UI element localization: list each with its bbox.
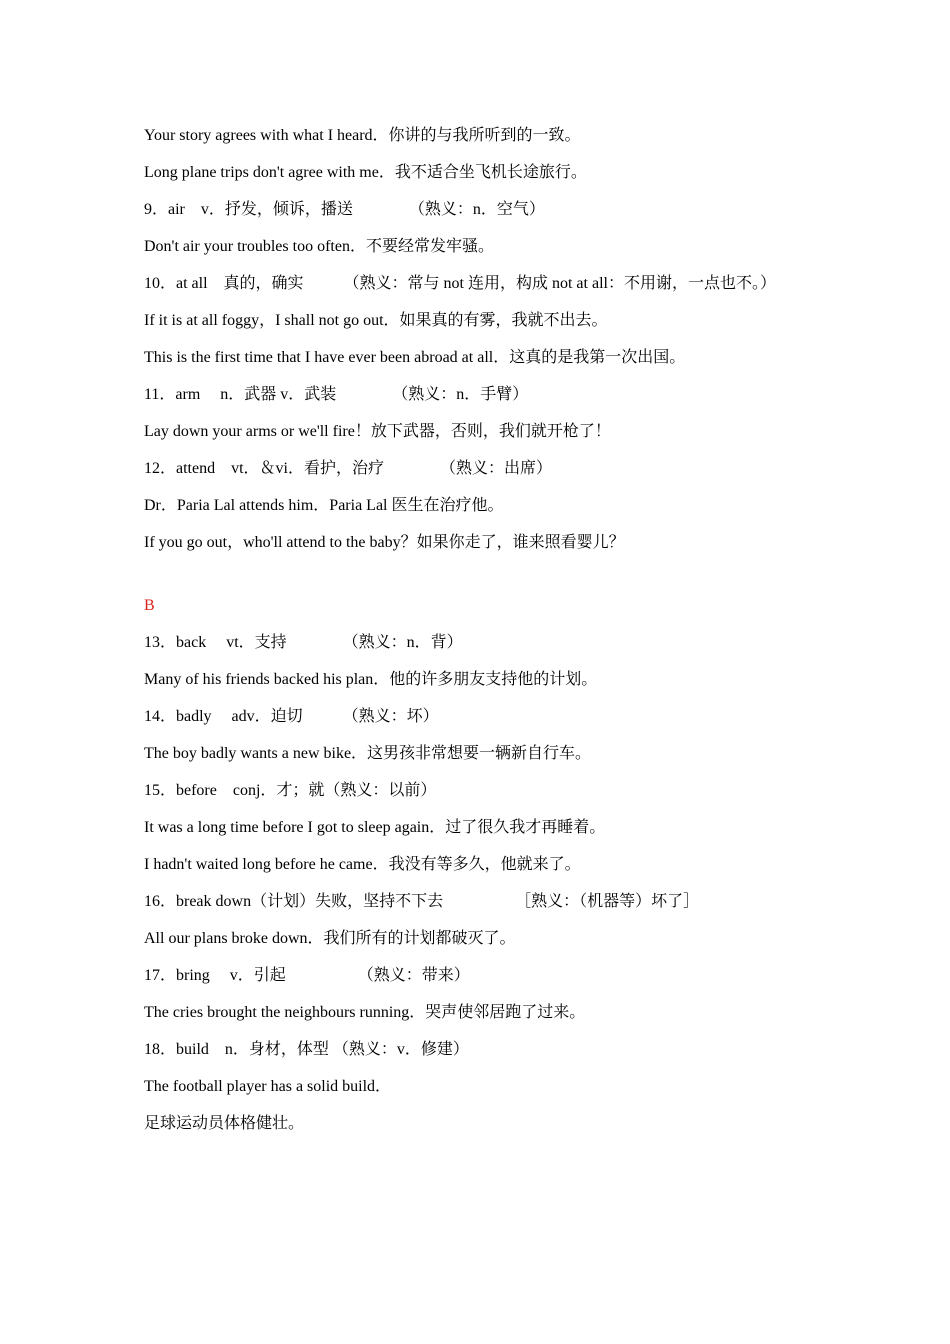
example-sentence: Dr．Paria Lal attends him．Paria Lal 医生在治疗他。 [144,497,504,514]
example-sentence: If it is at all foggy，I shall not go out．如果真的有雾，我就不出去。 [144,312,608,329]
vocab-entry-11: 11．arm n．武器 v．武装 （熟义：n．手臂） [144,386,529,403]
example-translation: 足球运动员体格健壮。 [144,1115,305,1132]
example-sentence: Long plane trips don't agree with me．我不适合坐飞机长途旅行。 [144,164,587,181]
section-heading-b: B [144,597,155,614]
vocab-entry-18: 18．build n．身材，体型 （熟义：v．修建） [144,1041,469,1058]
vocab-entry-10: 10．at all 真的，确实 （熟义：常与 not 连用，构成 not at all：不用谢，一点也不。） [144,275,776,292]
vocab-entry-9: 9．air v．抒发，倾诉，播送 （熟义：n．空气） [144,201,545,218]
example-sentence: The football player has a solid build． [144,1078,392,1095]
example-sentence: All our plans broke down．我们所有的计划都破灭了。 [144,930,516,947]
vocab-entry-16: 16．break down（计划）失败，坚持不下去 ［熟义：（机器等）坏了］ [144,893,700,910]
example-sentence: I hadn't waited long before he came．我没有等多久，他就来了。 [144,856,581,873]
example-sentence: If you go out，who'll attend to the baby？如果你走了，谁来照看婴儿？ [144,534,625,551]
vocab-entry-14: 14．badly adv．迫切 （熟义：坏） [144,708,439,725]
example-sentence: It was a long time before I got to sleep again．过了很久我才再睡着。 [144,819,606,836]
example-sentence: Don't air your troubles too often．不要经常发牢骚。 [144,238,494,255]
example-sentence: The boy badly wants a new bike．这男孩非常想要一辆新自行车。 [144,745,592,762]
vocab-entry-12: 12．attend vt．＆vi．看护，治疗 （熟义：出席） [144,460,552,477]
example-sentence: The cries brought the neighbours running．哭声使邻居跑了过来。 [144,1004,586,1021]
example-sentence: Many of his friends backed his plan．他的许多朋友支持他的计划。 [144,671,598,688]
example-sentence: Your story agrees with what I heard．你讲的与我所听到的一致。 [144,127,581,144]
vocab-entry-15: 15．before conj．才；就（熟义：以前） [144,782,437,799]
example-sentence: Lay down your arms or we'll fire！放下武器，否则，我们就开枪了！ [144,423,611,440]
vocab-entry-13: 13．back vt．支持 （熟义：n．背） [144,634,463,651]
vocab-entry-17: 17．bring v．引起 （熟义：带来） [144,967,470,984]
example-sentence: This is the first time that I have ever been abroad at all．这真的是我第一次出国。 [144,349,686,366]
